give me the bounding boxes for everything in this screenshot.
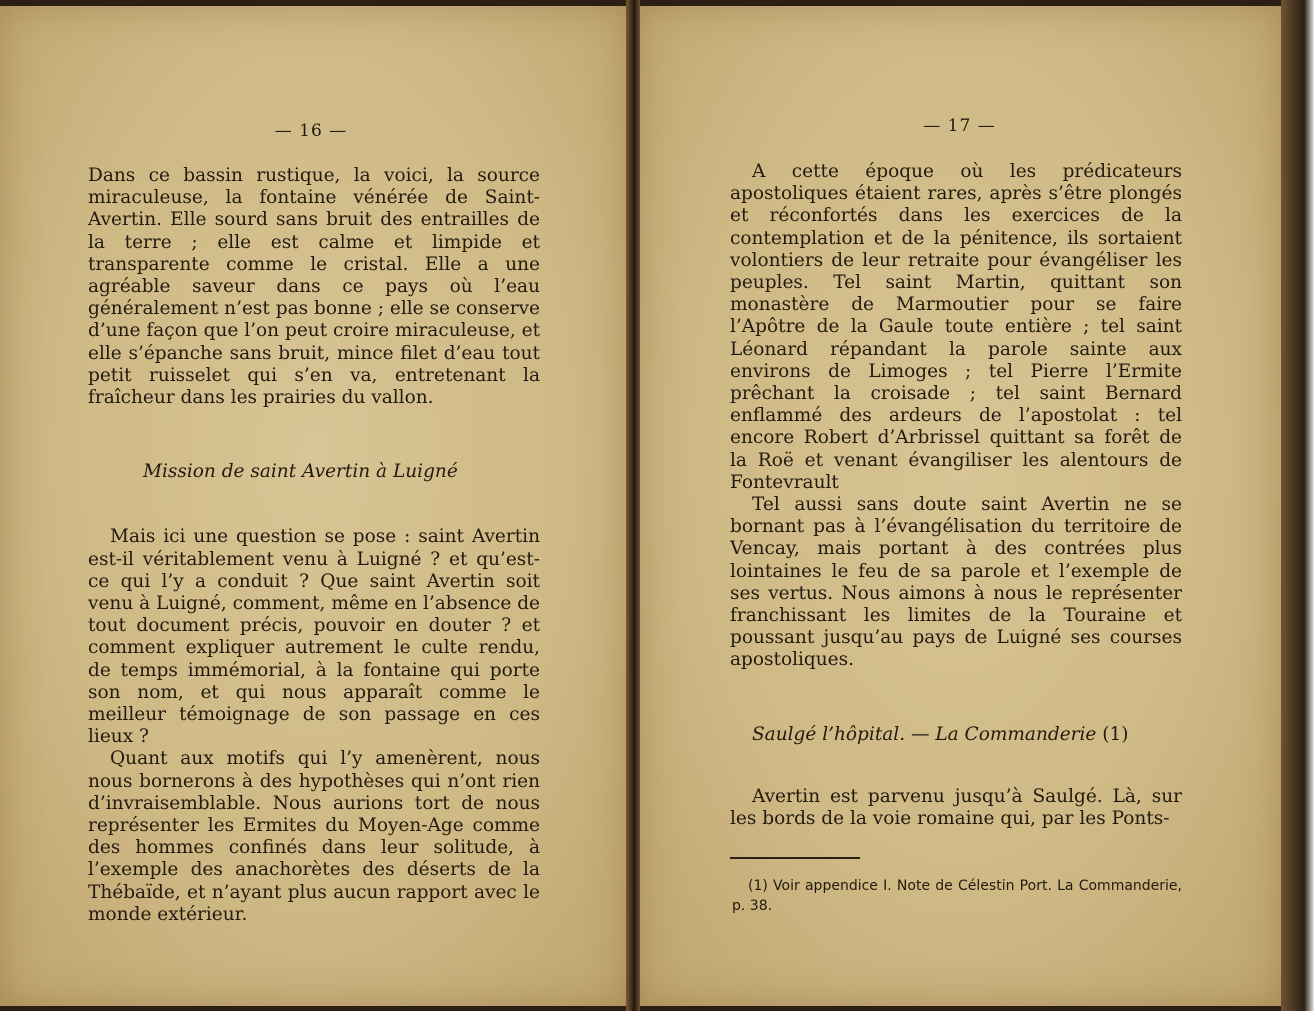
footnote: (1) Voir appendice I. Note de Célestin Port. La Commanderie, p. 38. <box>732 878 1182 914</box>
footnote-divider <box>730 857 860 859</box>
section-heading <box>88 461 540 483</box>
section-heading-text: Mission de saint Avertin à Luigné <box>143 461 458 483</box>
paragraph: Dans ce bassin rustique, la voici, la source miraculeuse, la fontaine vénérée de Saint-Avertin. Elle sourd sans bruit des entrailles de la terre ; elle est calme et limpide et transparente comme le cristal. Elle a une agréable saveur dans ce pays où l’eau généralement n’est pas bonne ; elle se conserve d’une façon que l’on peut croire miraculeuse, et elle s’épanche sans bruit, mince filet d’eau tout petit ruisselet qui s’en va, entretenant la fraîcheur dans les prairies du vallon. <box>88 165 540 409</box>
section-heading <box>730 724 1182 746</box>
page-number: — 17 — <box>923 116 996 136</box>
paragraph: Mais ici une question se pose : saint Avertin est-il véritablement venu à Luigné ? et qu’est-ce qui l’y a conduit ? Que saint Avertin soit venu à Luigné, comment, même en l’absence de tout document précis, pouvoir en douter ? et comment expliquer autrement le culte rendu, de temps immémorial, à la fontaine qui porte son nom, et qui nous apparaît comme le meilleur témoignage de son passage en ces lieux ? <box>88 526 540 748</box>
left-page <box>0 6 628 1006</box>
paragraph: Tel aussi sans doute saint Avertin ne se bornant pas à l’évangélisation du territoire de Vencay, mais portant à des contrées plus lointaines le feu de sa parole et l’exemple de ses vertus. Nous aimons à nous le représenter franchissant les limites de la Touraine et poussant jusqu’au pays de Luigné ses courses apostoliques. <box>730 494 1182 671</box>
page-number: — 16 — <box>274 121 348 141</box>
section-heading-text: Saulgé l’hôpital. — La Commanderie <box>752 723 1097 745</box>
text-column <box>88 165 540 926</box>
right-page <box>638 6 1281 1006</box>
paragraph: Quant aux motifs qui l’y amenèrent, nous nous bornerons à des hypothèses qui n’ont rien d’invraisemblable. Nous aurions tort de nous représenter les Ermites du Moyen-Age comme des hommes confinés dans leur solitude, à l’exemple des anachorètes des déserts de la Thébaïde, et n’ayant plus aucun rapport avec le monde extérieur. <box>88 748 540 925</box>
footnote-reference: (1) <box>1102 723 1129 745</box>
book-gutter <box>626 0 640 1011</box>
paragraph: Avertin est parvenu jusqu’à Saulgé. Là, sur les bords de la voie romaine qui, par les Ponts- <box>730 785 1182 830</box>
paragraph: A cette époque où les prédicateurs apostoliques étaient rares, après s’être plongés et réconfortés dans les exercices de la contemplation et de la pénitence, ils sortaient volontiers de leur retraite pour évangéliser les peuples. Tel saint Martin, quittant son monastère de Marmoutier pour se faire l’Apôtre de la Gaule toute entière ; tel saint Léonard répandant la parole sainte aux environs de Limoges ; tel Pierre l’Ermite prêchant la croisade ; tel saint Bernard enflammé des ardeurs de l’apostolat : tel encore Robert d’Arbrissel quittant sa forêt de la Roë et venant évangiliser les alentours de Fontevrault <box>730 161 1182 493</box>
text-column <box>730 161 1182 830</box>
book-cover-edge <box>1281 0 1314 1011</box>
